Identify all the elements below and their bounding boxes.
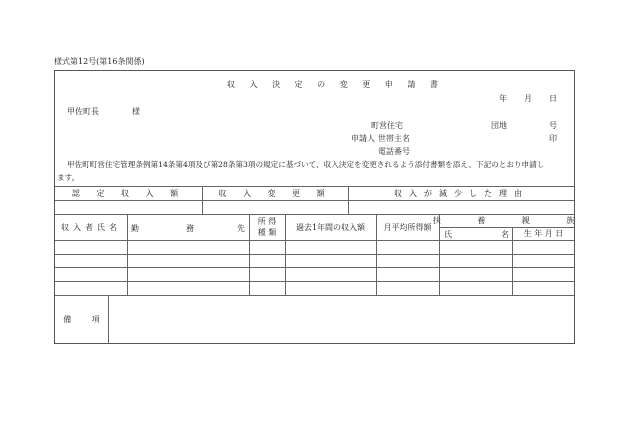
table2-divider-name	[127, 214, 128, 295]
dependent-name-header-b: 名	[501, 230, 509, 239]
dependents-header: 扶 養 親 族	[432, 216, 582, 225]
table2-bottom-rule	[55, 295, 575, 296]
employer-header-a: 勤	[131, 224, 139, 233]
table2-row-rule-2	[55, 267, 575, 268]
table2-row-rule-3	[55, 281, 575, 282]
phone-label: 電話番号	[378, 147, 410, 156]
date-year-label: 年	[499, 94, 507, 103]
income-change-header: 収 入 変 更 額	[218, 188, 332, 198]
earner-name-header: 収入者氏名	[61, 222, 121, 232]
table2-row-rule-1	[55, 254, 575, 255]
employer-header-c: 先	[237, 224, 245, 233]
income-type-header-bottom: 種 類	[257, 228, 277, 237]
applicant-label: 申請人	[351, 134, 375, 143]
addressee-honorific: 様	[132, 107, 140, 116]
seal-label: 印	[549, 134, 557, 143]
body-text-line2: ます。	[57, 173, 80, 182]
monthly-average-header: 月平均所得額	[383, 222, 432, 232]
employer-header-b: 務	[186, 224, 194, 233]
dependent-dob-header: 生 年 月 日	[523, 229, 564, 238]
application-form	[54, 70, 582, 344]
recognized-income-header: 認 定 収 入 額	[71, 188, 186, 198]
body-text-line1: 甲佐町町営住宅管理条例第14条第4項及び第28条第3項の規定に基づいて、収入決定を変更されるよう添付書類を添え、下記のとおり申請し	[67, 160, 545, 169]
number-label: 号	[549, 121, 557, 130]
date-month-label: 月	[524, 94, 532, 103]
remarks-divider	[108, 295, 109, 344]
income-type-header-top: 所 得	[257, 217, 277, 226]
dependent-name-header-a: 氏	[444, 230, 452, 239]
addressee: 甲佐町長	[67, 107, 99, 116]
estate-label: 団地	[491, 121, 507, 130]
form-title: 収 入 決 定 の 変 更 申 請 書	[227, 80, 444, 89]
reduction-reason-header: 収入が減少した理由	[394, 188, 529, 198]
past-income-header: 過去1年間の収入額	[295, 222, 366, 232]
housing-label: 町営住宅	[371, 121, 403, 130]
date-day-label: 日	[549, 94, 557, 103]
form-number: 様式第12号(第16条関係)	[54, 57, 145, 66]
income-type-header	[249, 214, 285, 240]
table1-header-rule	[55, 200, 575, 201]
householder-label: 世帯主名	[378, 134, 410, 143]
table2-header-rule	[55, 240, 575, 241]
remarks-label: 備 項	[63, 315, 100, 324]
